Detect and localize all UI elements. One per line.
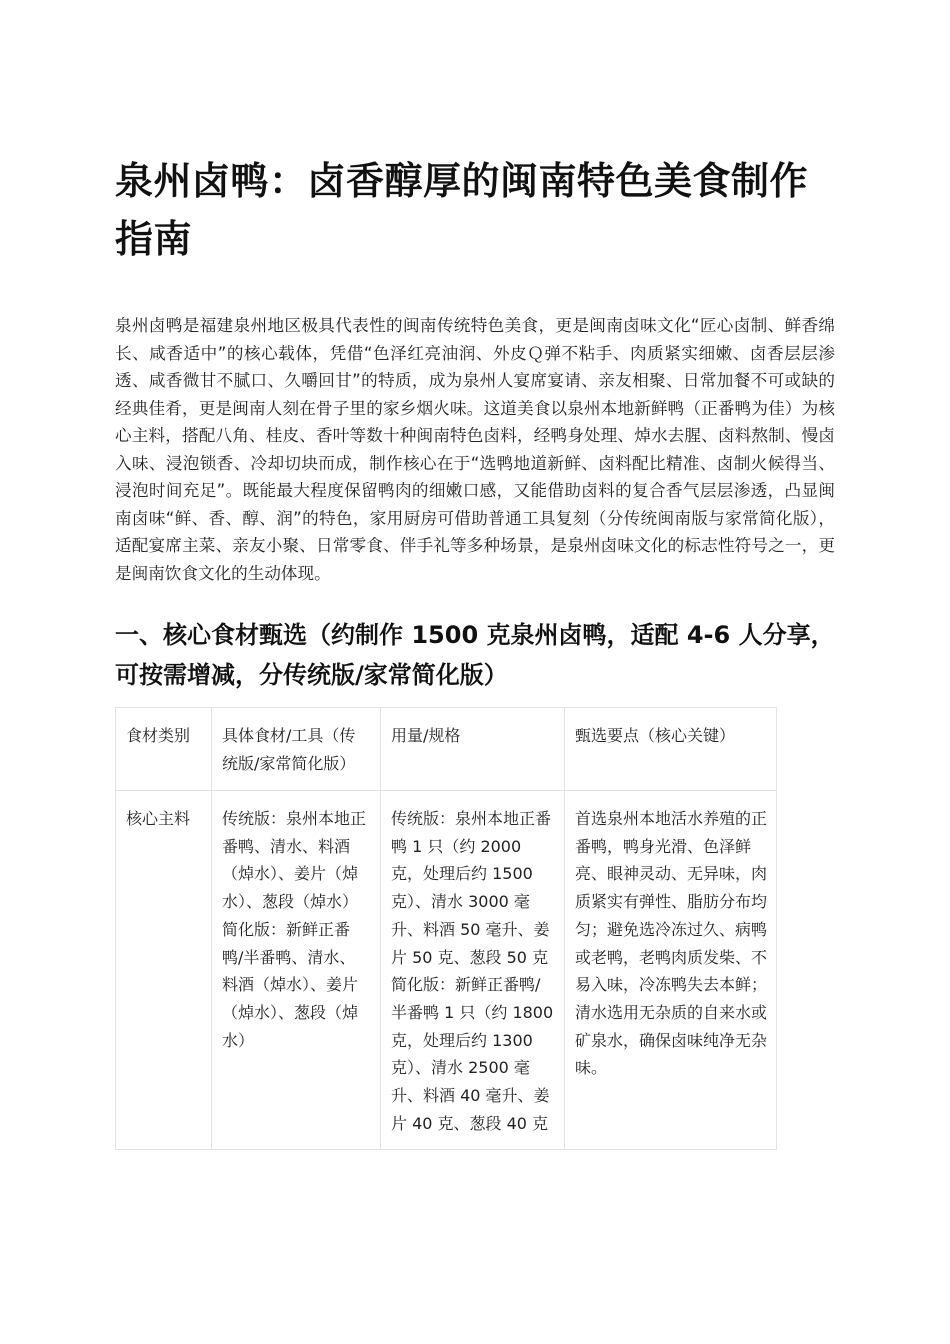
section-heading-ingredients: 一、核心食材甄选（约制作 1500 克泉州卤鸭，适配 4-6 人分享，可按需增减，分传统版/家常简化版） xyxy=(115,621,835,689)
intro-paragraph: 泉州卤鸭是福建泉州地区极具代表性的闽南传统特色美食，更是闽南卤味文化“匠心卤制、鲜香绵长、咸香适中”的核心载体，凭借“色泽红亮油润、外皮Ｑ弹不粘手、肉质紧实细嫩、卤香层层渗透、咸香微甘不腻口、久嚼回甘”的特质，成为泉州人宴席宴请、亲友相聚、日常加餐不可或缺的经典佳肴，更是闽南人刻在骨子里的家乡烟火味。这道美食以泉州本地新鲜鸭（正番鸭为佳）为核心主料，搭配八角、桂皮、香叶等数十种闽南特色卤料，经鸭身处理、焯水去腥、卤料熬制、慢卤入味、浸泡锁香、冷却切块而成，制作核心在于“选鸭地道新鲜、卤料配比精准、卤制火候得当、浸泡时间充足”。既能最大程度保留鸭肉的细嫩口感，又能借助卤料的复合香气层层渗透，凸显闽南卤味“鲜、香、醇、润”的特色，家用厨房可借助普通工具复刻（分传统闽南版与家常简化版），适配宴席主菜、亲友小聚、日常零食、伴手礼等多种场景，是泉州卤味文化的标志性符号之一，更是闽南饮食文化的生动体现。 xyxy=(115,316,835,583)
items-simplified: 简化版：新鲜正番鸭/半番鸭、清水、料酒（焯水）、姜片（焯水）、葱段（焯水） xyxy=(222,919,359,1050)
cell-items xyxy=(212,791,381,1150)
table-row xyxy=(116,791,777,1150)
amount-traditional: 传统版：泉州本地正番鸭 1 只（约 2000 克，处理后约 1500 克）、清水 3000 毫升、料酒 50 毫升、姜片 50 克、葱段 50 克 xyxy=(391,809,552,967)
header-tips: 甄选要点（核心关键） xyxy=(565,708,777,791)
table-header-row xyxy=(116,708,777,791)
header-amount: 用量/规格 xyxy=(381,708,565,791)
header-category: 食材类别 xyxy=(116,708,212,791)
header-items: 具体食材/工具（传统版/家常简化版） xyxy=(212,708,381,791)
cell-tips: 首选泉州本地活水养殖的正番鸭，鸭身光滑、色泽鲜亮、眼神灵动、无异味，肉质紧实有弹性、脂肪分布均匀；避免选冷冻过久、病鸭或老鸭，老鸭肉质发柴、不易入味，冷冻鸭失去本鲜；清水选用无杂质的自来水或矿泉水，确保卤味纯净无杂味。 xyxy=(565,791,777,1150)
cell-amount xyxy=(381,791,565,1150)
cell-category: 核心主料 xyxy=(116,791,212,1150)
document-page xyxy=(115,152,835,1150)
items-traditional: 传统版：泉州本地正番鸭、清水、料酒（焯水）、姜片（焯水）、葱段（焯水） xyxy=(222,809,367,912)
page-title: 泉州卤鸭：卤香醇厚的闽南特色美食制作指南 xyxy=(115,159,809,261)
amount-simplified: 简化版：新鲜正番鸭/半番鸭 1 只（约 1800 克，处理后约 1300 克）、清水 2500 毫升、料酒 40 毫升、姜片 40 克、葱段 40 克 xyxy=(391,975,554,1133)
ingredients-table xyxy=(115,707,777,1150)
